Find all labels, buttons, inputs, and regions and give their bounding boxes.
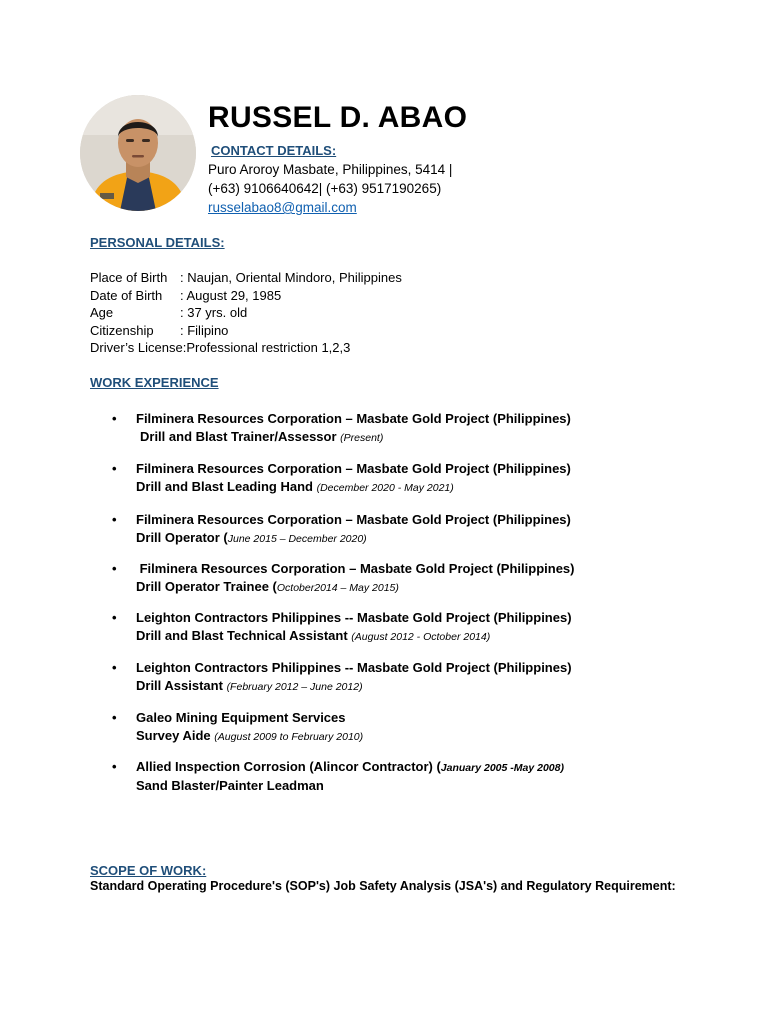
bullet-icon: • [112, 710, 117, 725]
personal-value: : August 29, 1985 [180, 287, 282, 303]
personal-value: Professional restriction 1,2,3 [186, 340, 351, 356]
bullet-icon: • [112, 759, 117, 774]
bullet-icon: • [112, 512, 117, 527]
job-company: Filminera Resources Corporation – Masbate Gold Project (Philippines) [136, 561, 575, 576]
personal-value: : 37 yrs. old [180, 305, 248, 321]
job-entry [112, 709, 363, 746]
job-role: Drill and Blast Trainer/Assessor [140, 429, 337, 444]
job-role: Survey Aide [136, 728, 211, 743]
job-entry [112, 659, 572, 696]
personal-row-age [90, 304, 402, 322]
job-dates: January 2005 -May 2008) [440, 762, 564, 774]
job-role: Drill Operator ( [136, 530, 228, 545]
job-dates: October2014 – May 2015) [276, 582, 399, 594]
personal-label: Citizenship [90, 322, 154, 338]
job-company: Leighton Contractors Philippines -- Masbate Gold Project (Philippines) [136, 660, 572, 675]
job-role: Drill and Blast Leading Hand [136, 479, 313, 494]
job-company: Filminera Resources Corporation – Masbate Gold Project (Philippines) [136, 411, 571, 426]
job-dates: (Present) [340, 432, 384, 444]
work-experience-title: WORK EXPERIENCE [90, 375, 219, 390]
job-role: Sand Blaster/Painter Leadman [136, 778, 324, 793]
personal-value: : Naujan, Oriental Mindoro, Philippines [180, 270, 402, 285]
job-role: Drill Assistant [136, 678, 223, 693]
job-company: Filminera Resources Corporation – Masbate Gold Project (Philippines) [136, 512, 571, 527]
scope-of-work-title: SCOPE OF WORK: [90, 863, 207, 878]
job-entry [112, 511, 571, 548]
bullet-icon: • [112, 461, 117, 476]
job-dates: (December 2020 - May 2021) [316, 482, 454, 494]
job-role: Drill and Blast Technical Assistant [136, 628, 348, 643]
personal-label: Driver’s License: [90, 340, 187, 356]
job-entry [112, 410, 571, 447]
job-entry [112, 758, 564, 795]
job-company: Galeo Mining Equipment Services [136, 710, 346, 725]
contact-details-title: CONTACT DETAILS: [211, 143, 337, 158]
personal-label: Age [90, 305, 114, 321]
personal-value: : Filipino [180, 322, 229, 338]
job-dates: (August 2012 - October 2014) [351, 631, 491, 643]
personal-row-birthplace [90, 269, 402, 287]
job-company: Allied Inspection Corrosion (Alincor Contractor) ( [136, 759, 441, 774]
job-role: Drill Operator Trainee ( [136, 579, 277, 594]
bullet-icon: • [112, 561, 117, 576]
personal-details [90, 269, 402, 357]
personal-label: Place of Birth [90, 270, 168, 285]
job-entry [112, 609, 572, 646]
job-entry [112, 460, 571, 497]
contact-details [208, 141, 452, 217]
bullet-icon: • [112, 660, 117, 675]
bullet-icon: • [112, 610, 117, 625]
personal-row-license [90, 339, 402, 357]
bullet-icon: • [112, 411, 117, 426]
personal-details-title: PERSONAL DETAILS: [90, 235, 225, 250]
personal-label: Date of Birth [90, 287, 163, 303]
job-dates: (August 2009 to February 2010) [214, 731, 364, 743]
email-link[interactable]: russelabao8@gmail.com [208, 200, 357, 215]
personal-row-birthdate [90, 287, 402, 305]
candidate-name: RUSSEL D. ABAO [208, 101, 468, 134]
scope-of-work-text: Standard Operating Procedure's (SOP's) Job Safety Analysis (JSA's) and Regulatory Requirement: [90, 879, 676, 893]
profile-photo [80, 95, 196, 211]
phone-numbers: (+63) 9106640642| (+63) 9517190265) [208, 181, 442, 196]
personal-row-citizenship [90, 322, 402, 340]
address: Puro Aroroy Masbate, Philippines, 5414 | [208, 162, 453, 177]
job-company: Filminera Resources Corporation – Masbate Gold Project (Philippines) [136, 461, 571, 476]
job-company: Leighton Contractors Philippines -- Masbate Gold Project (Philippines) [136, 610, 572, 625]
job-dates: (February 2012 – June 2012) [226, 681, 363, 693]
job-dates: June 2015 – December 2020) [227, 533, 367, 545]
job-entry [112, 560, 574, 597]
